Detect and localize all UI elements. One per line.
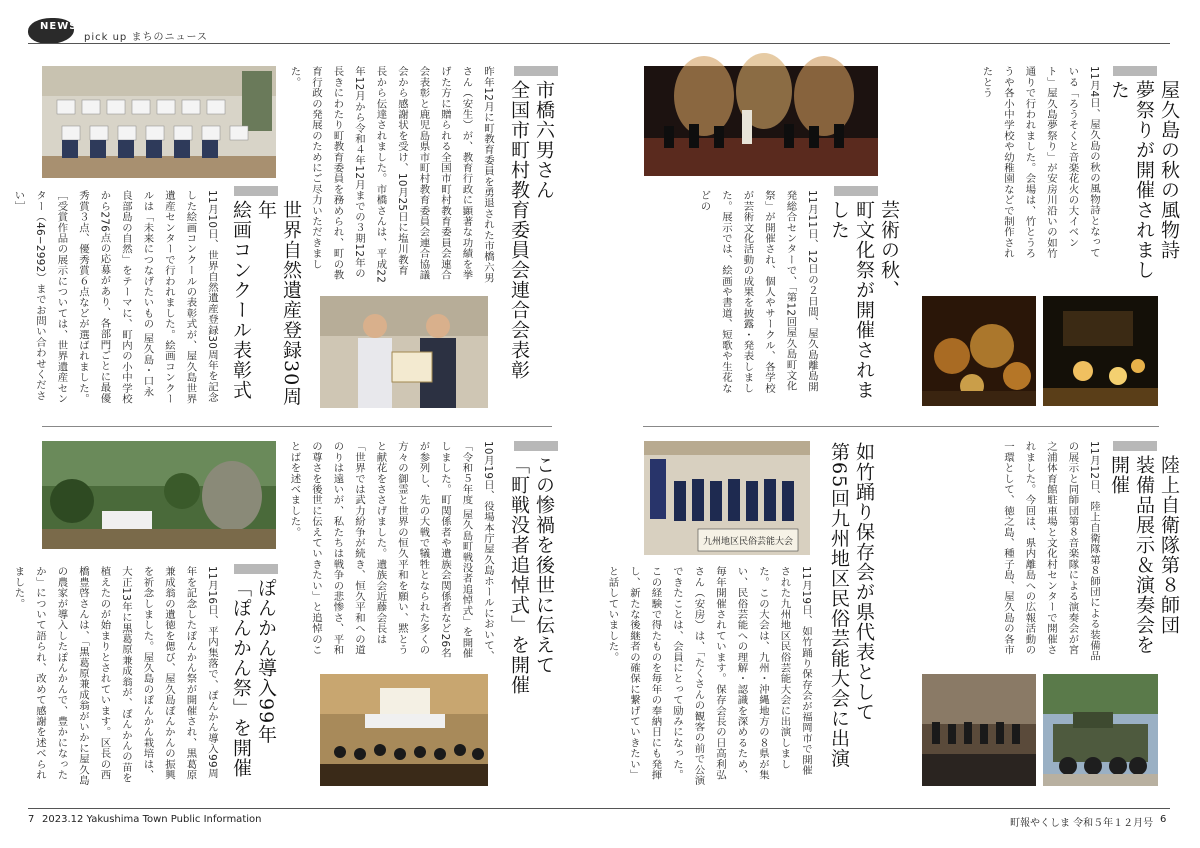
title-bar — [1113, 66, 1157, 76]
article-title-kaiga: 世界自然遺産登録30周年 絵画コンクール表彰式 — [230, 200, 302, 407]
article-body-bunkasai: 11月11日、12日の２日間、屋久島離島開発総合センターで、「第12回屋久島町文化祭」が開催され、個人やサークル、各学校が芸術文化活動の成果を披露・発表しました。展示では、絵画や書道、短歌や生花などの — [698, 190, 818, 394]
header-rule — [28, 43, 1170, 44]
article-title-yume: 屋久島の秋の風物詩 夢祭りが開催されました — [1108, 80, 1180, 280]
students-holding-certificates-photo — [42, 66, 276, 178]
title-bar — [234, 564, 278, 574]
news-badge: NEWS — [28, 18, 74, 44]
article-body-yume-1: 11月4日、屋久島の秋の風物詩となっている「ろうそくと音楽花火の大イベント」屋久島夢祭り」が安房川沿いの如竹通りで行われました。会場は、竹とうろうや各小中学校や幼稚園などで制作されたとう — [980, 66, 1100, 259]
publication-label: 町報やくしま 令和５年１２月号 — [1010, 818, 1154, 829]
article-body-ponkan: 11月16日、平内集落で、ぽんかん導入99周年を記念したぽんかん祭が開催され、黒葛原兼成翁の遺徳を偲び、屋久島ぽんかんの振興を祈念しました。屋久島のぽんかん栽培は、大正13年に黒葛原兼成翁が、ぽんかんの苗を植えたのが始まりとされています。区長の西橋豊啓さんは、「黒葛原兼成翁がいかに屋久島の農家が導入したぽんかんで、豊かになったか」について語られ、改めて感謝を述べられました。 — [12, 566, 218, 786]
article-title-senbotsu: この惨禍を後世に伝えて 「町戦没者追悼式」を開催 — [508, 455, 555, 695]
divider-right — [643, 426, 1159, 427]
dance-banner-text: 九州地区民俗芸能大会 — [702, 537, 794, 547]
page-number-right: 6 — [1160, 814, 1167, 825]
footer-rule — [28, 808, 1170, 809]
candle-lanterns-photo — [922, 296, 1036, 406]
article-body-senbotsu: 10月19日、役場本庁屋久島ホールにおいて、「令和５年度 屋久島町戦没者追悼式」を開催しました。町関係者や遺族会関係者など26名が参列し、先の大戦で犠牲となられた多くの方々の御霊と世界の恒久平和を願い、黙とうと献花をささげました。遺族会近藤会長は「世界では武力紛争が続き、恒久平和への道のりは遠いが、私たちは戦争の悲惨さ、平和の尊さを後世に伝えていきたい」と追悼のことばを述べました。 — [288, 441, 494, 662]
article-title-nyochiku: 如竹踊り保存会が県代表として 第65回九州地区民俗芸能大会に出演 — [828, 442, 875, 769]
title-bar — [234, 186, 278, 196]
title-bar — [514, 66, 558, 76]
wind-ensemble-stage-photo — [644, 66, 878, 176]
jsdf-band-concert-photo — [922, 674, 1036, 786]
title-bar — [514, 441, 558, 451]
article-body-jieitai: 11月12日、陸上自衛隊第８師団による装備品の展示と同師団第８音楽隊による演奏会が宮之浦体育館駐車場と文化村センターで開催されました。今回は、県内離島への広報活動の一環として、徳之島、種子島、屋久島の各市 — [1002, 441, 1100, 662]
divider-left — [42, 426, 552, 427]
memorial-ceremony-hall-photo — [320, 674, 488, 786]
armored-vehicle-photo — [1043, 674, 1158, 786]
article-title-ichihashi: 市橋六男さん 全国市町村教育委員会連合会表彰 — [508, 80, 555, 380]
title-bar — [1113, 441, 1157, 451]
award-presentation-photo — [320, 296, 488, 408]
article-body-ichihashi: 昨年12月に町教育委員を勇退された市橋六男さん（安生）が、教育行政に顕著な功績を挙げた方に贈られる全国市町村教育委員会連合会表彰と鹿児島県市町村教育委員会連合協議会から感謝状を受け、10月25日に塩川教育長から伝達されました。市橋さんは、平成22年12月から令和４年12月までの３期12年の長きにわたり町教育委員を務められ、町の教育行政の発展のためにご尽力いただきました。 — [288, 66, 494, 284]
article-title-bunkasai: 芸術の秋、 町文化祭が開催されました — [828, 200, 900, 400]
article-body-nyochiku: 11月19日、如竹踊り保存会が福岡市で開催された九州地区民俗芸能大会に出演しました。この大会は、九州・沖縄地方の８県が集い、民俗芸能への理解・認識を深めるため、毎年開催されています。保存会長の日高利弘さん（安房）は、「たくさんの観客の前で公演できたことは、会員にとって励みになった。この経験で得たものを毎年の奉納日にも発揮し、新たな後継者の確保に繋げていきたい」と話していました。 — [606, 566, 812, 786]
title-bar — [834, 186, 878, 196]
ponkan-monument-photo — [42, 441, 276, 549]
issue-label: 2023.12 Yakushima Town Public Information — [42, 814, 262, 825]
section-label: pick up まちのニュース — [84, 32, 208, 43]
article-title-ponkan: ぽんかん導入99年 「ぽんかん祭」を開催 — [230, 578, 277, 778]
folk-dance-group-photo — [644, 441, 810, 555]
page-number-left: 7 — [28, 814, 35, 825]
article-body-kaiga: 11月10日、世界自然遺産登録30周年を記念した絵画コンクールの表彰式が、屋久島世界遺産センターで行われました。絵画コンクールは「未来につなげたいもの 屋久島・口永良部島の自然」をテーマに、町内の小中学校から276点の応募があり、各部門ごとに最優秀賞３点、優秀賞６点などが選ばれました。［受賞作品の展示については、世界遺産センター（46−2992）までお問い合わせください］ — [12, 190, 218, 404]
night-festival-photo — [1043, 296, 1158, 406]
article-title-jieitai: 陸上自衛隊第８師団 装備品展示＆演奏会を開催 — [1108, 455, 1180, 655]
